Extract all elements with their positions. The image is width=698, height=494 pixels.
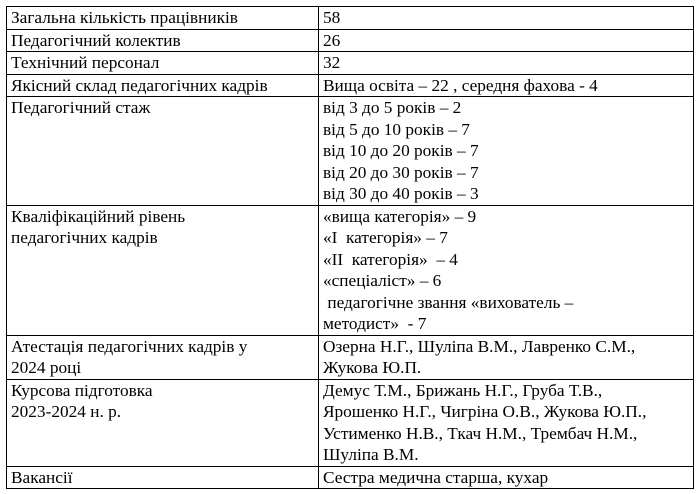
table-row	[7, 466, 694, 489]
label-line: Вакансії	[11, 467, 73, 487]
label-line: педагогічних кадрів	[11, 228, 158, 247]
table-row	[7, 52, 694, 75]
label-line: Педагогічний колектив	[11, 30, 181, 50]
row-value	[319, 52, 694, 75]
label-line: Курсова підготовка	[11, 380, 153, 400]
value-line: Ярошенко Н.Г., Чигріна О.В., Жукова Ю.П.,	[323, 402, 647, 421]
row-label	[7, 97, 319, 206]
value-line: Жукова Ю.П.	[323, 358, 422, 377]
row-label	[7, 52, 319, 75]
label-line: Якісний склад педагогічних кадрів	[11, 75, 268, 95]
value-line: Вища освіта – 22 , середня фахова - 4	[323, 75, 598, 95]
table-row	[7, 29, 694, 52]
row-value	[319, 7, 694, 30]
label-line: 2023-2024 н. р.	[11, 402, 122, 421]
value-line: педагогічне звання «вихователь –	[323, 292, 574, 312]
row-label	[7, 466, 319, 489]
table-row	[7, 74, 694, 97]
staff-info-table	[6, 6, 694, 489]
value-line: «вища категорія» – 9	[323, 206, 477, 226]
label-line: Технічний персонал	[11, 53, 160, 72]
value-line: Устименко Н.В., Ткач Н.М., Трембач Н.М.,	[323, 423, 638, 443]
value-line: Сестра медична старша, кухар	[323, 467, 549, 487]
row-value	[319, 379, 694, 466]
row-value	[319, 466, 694, 489]
row-value	[319, 74, 694, 97]
value-line: 26	[323, 30, 341, 50]
row-value	[319, 29, 694, 52]
row-value	[319, 97, 694, 206]
row-label	[7, 29, 319, 52]
label-line: Кваліфікаційний рівень	[11, 206, 186, 226]
label-line: Атестація педагогічних кадрів у	[11, 336, 248, 356]
value-line: 32	[323, 53, 341, 72]
value-line: «І категорія» – 7	[323, 228, 448, 247]
row-value	[319, 205, 694, 335]
label-line: Загальна кількість працівників	[11, 8, 238, 27]
row-label	[7, 74, 319, 97]
value-line: Шуліпа В.М.	[323, 445, 419, 464]
value-line: 58	[323, 8, 341, 27]
label-line: 2024 році	[11, 358, 82, 377]
value-line: від 30 до 40 років – 3	[323, 184, 479, 203]
value-line: Озерна Н.Г., Шуліпа В.М., Лавренко С.М.,	[323, 336, 636, 356]
value-line: «ІІ категорія» – 4	[323, 249, 458, 269]
table-row	[7, 97, 694, 206]
table-row	[7, 379, 694, 466]
value-line: Демус Т.М., Брижань Н.Г., Груба Т.В.,	[323, 380, 603, 400]
value-line: від 10 до 20 років – 7	[323, 141, 479, 160]
value-line: «спеціаліст» – 6	[323, 271, 442, 290]
value-line: від 5 до 10 років – 7	[323, 119, 470, 139]
row-label	[7, 335, 319, 379]
row-label	[7, 7, 319, 30]
row-value	[319, 335, 694, 379]
table-row	[7, 335, 694, 379]
table-row	[7, 205, 694, 335]
table-row	[7, 7, 694, 30]
row-label	[7, 205, 319, 335]
value-line: методист» - 7	[323, 314, 427, 333]
label-line: Педагогічний стаж	[11, 98, 151, 117]
value-line: від 3 до 5 років – 2	[323, 98, 462, 117]
row-label	[7, 379, 319, 466]
value-line: від 20 до 30 років – 7	[323, 162, 479, 182]
